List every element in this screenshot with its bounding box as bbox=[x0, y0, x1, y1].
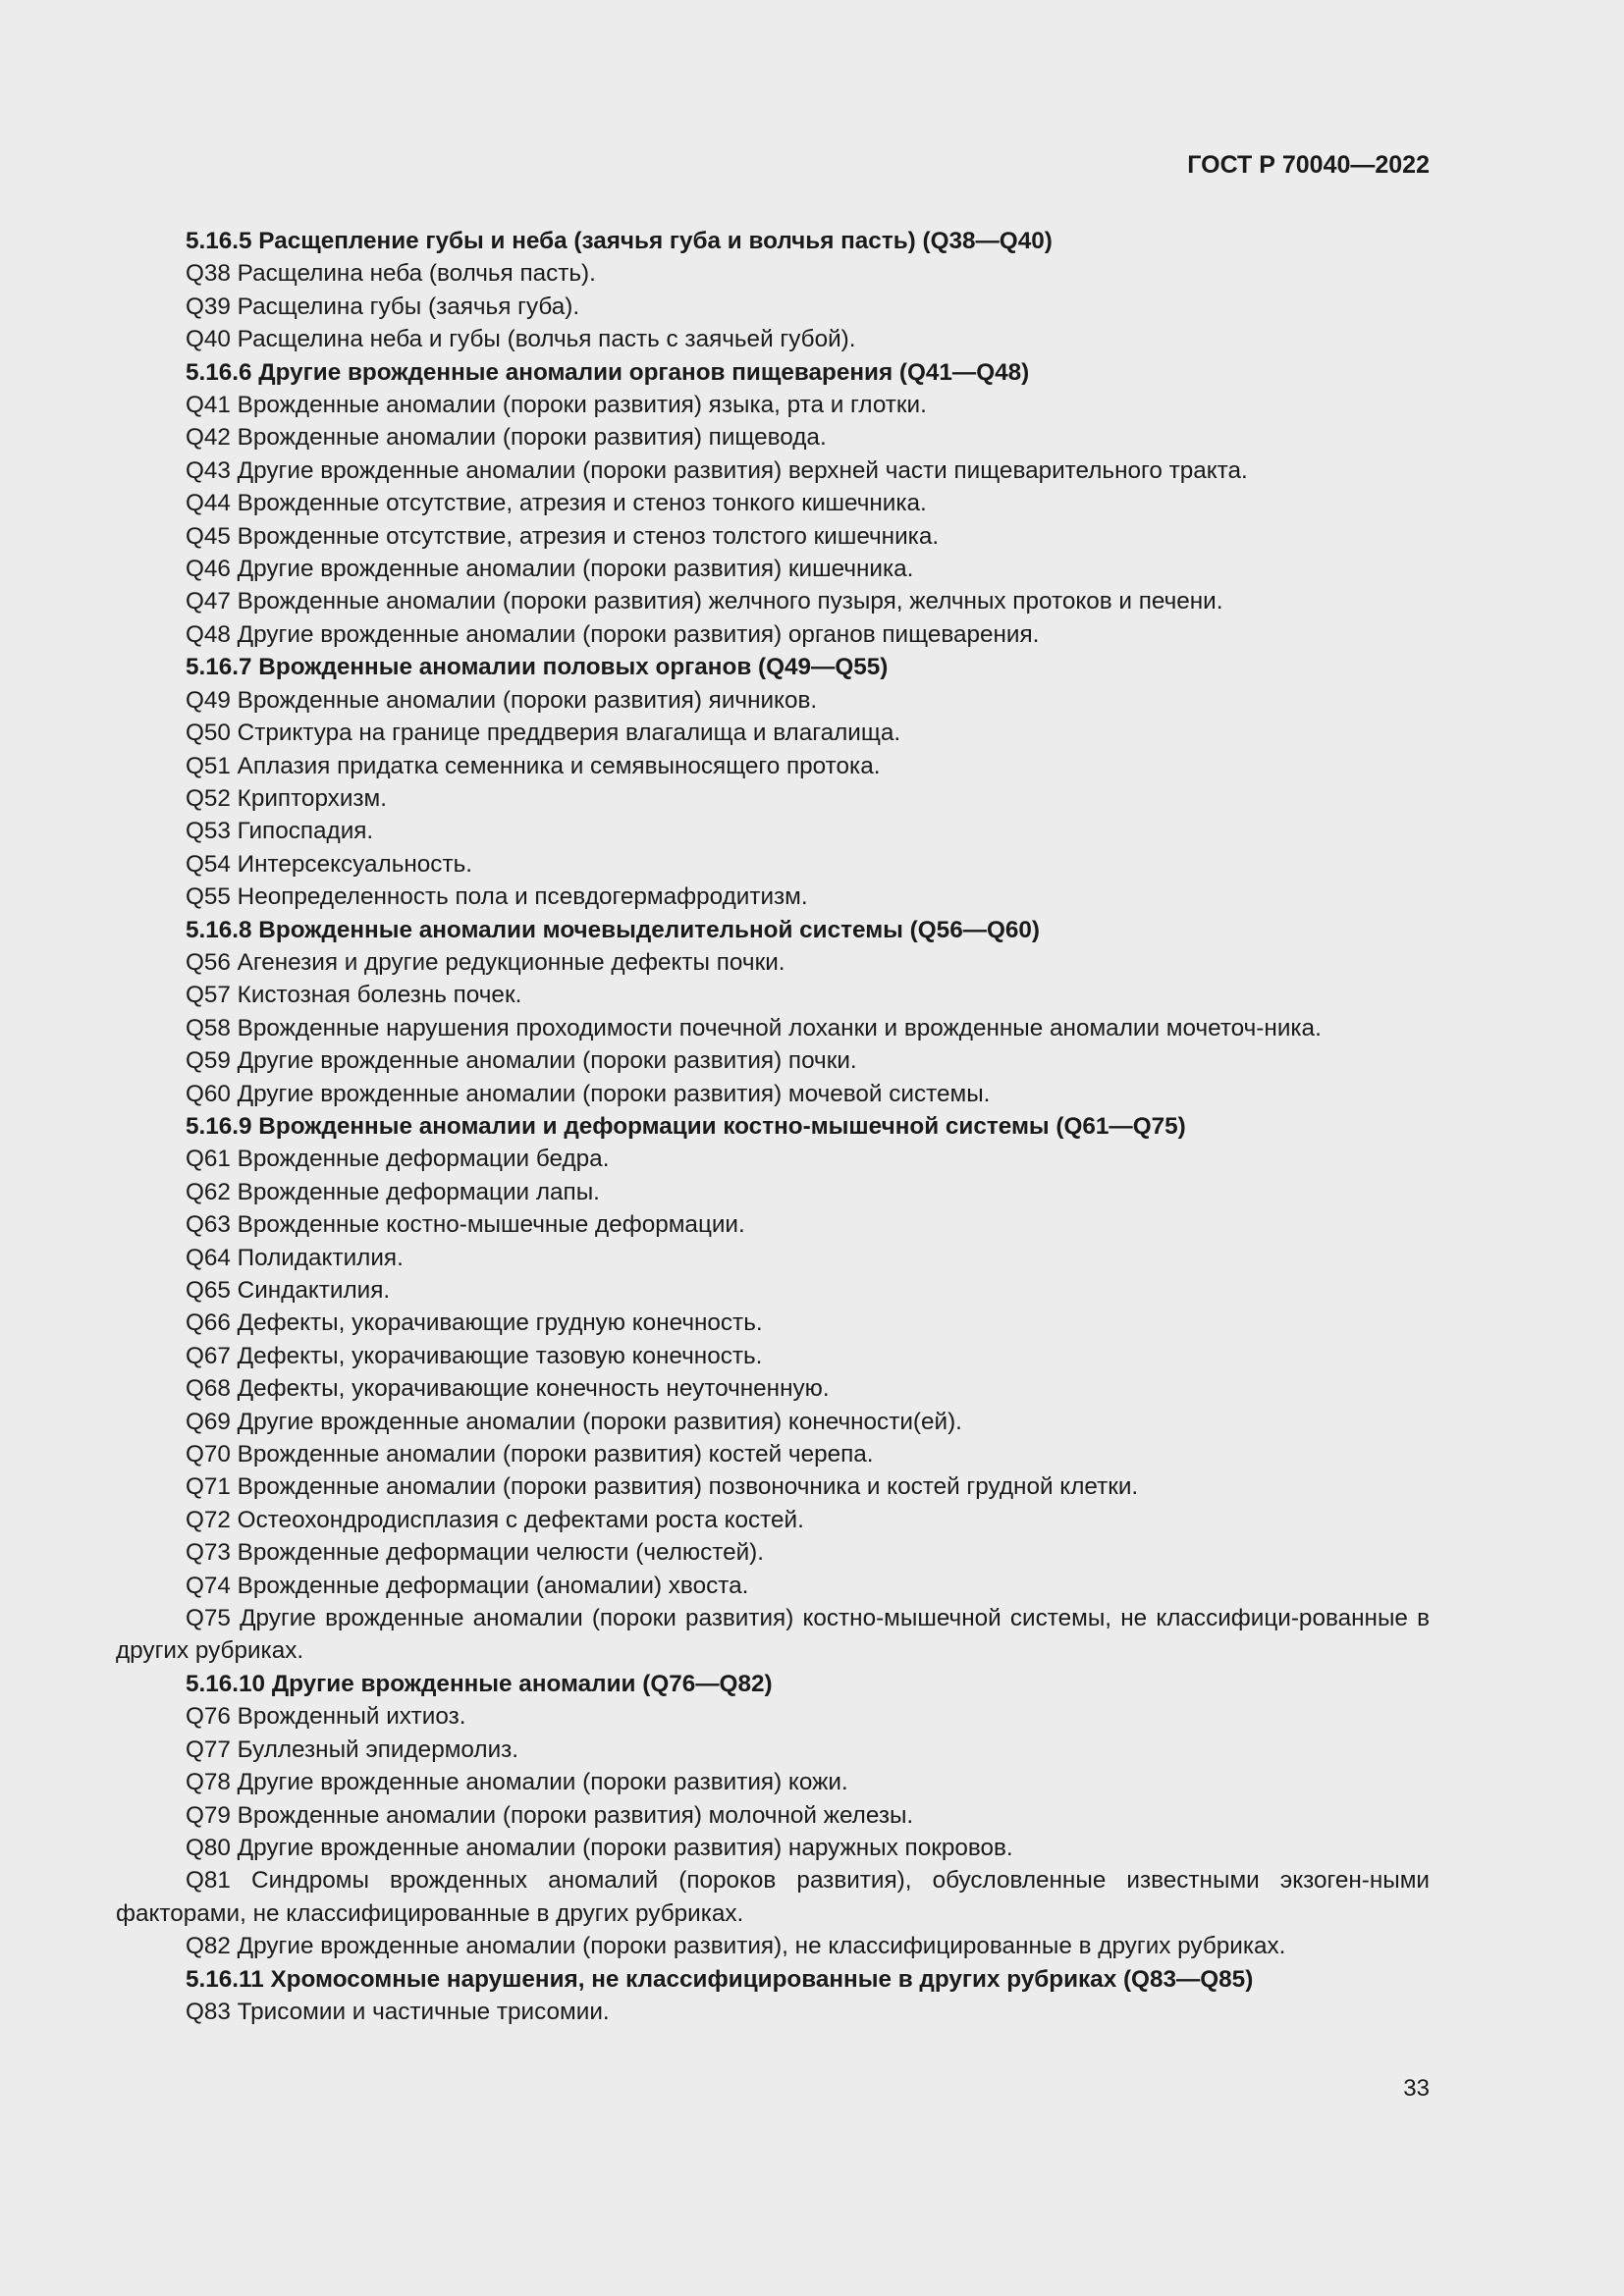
classification-item: Q78 Другие врожденные аномалии (пороки развития) кожи. bbox=[186, 1769, 848, 1796]
classification-item: Q52 Крипторхизм. bbox=[186, 784, 387, 812]
classification-item: Q76 Врожденный ихтиоз. bbox=[186, 1703, 466, 1731]
classification-item: Q63 Врожденные костно-мышечные деформации. bbox=[186, 1211, 745, 1239]
classification-item: Q38 Расщелина неба (волчья пасть). bbox=[186, 260, 596, 288]
classification-item: Q44 Врожденные отсутствие, атрезия и стеноз тонкого кишечника. bbox=[186, 490, 927, 517]
classification-item: Q41 Врожденные аномалии (пороки развития) языка, рта и глотки. bbox=[186, 392, 927, 419]
classification-item: Q69 Другие врожденные аномалии (пороки развития) конечности(ей). bbox=[186, 1408, 962, 1435]
classification-item: Q61 Врожденные деформации бедра. bbox=[186, 1146, 610, 1173]
classification-item: Q50 Стриктура на границе преддверия влагалища и влагалища. bbox=[186, 720, 901, 747]
document-code-header: ГОСТ Р 70040—2022 bbox=[1187, 151, 1430, 179]
classification-item: Q67 Дефекты, укорачивающие тазовую конечность. bbox=[186, 1342, 763, 1369]
classification-item: Q57 Кистозная болезнь почек. bbox=[186, 982, 522, 1009]
classification-item: Q75 Другие врожденные аномалии (пороки развития) костно-мышечной системы, не классифици-рованные в других рубриках. bbox=[116, 1605, 1430, 1665]
classification-item: Q83 Трисомии и частичные трисомии. bbox=[186, 1998, 610, 2025]
classification-item: Q64 Полидактилия. bbox=[186, 1244, 404, 1271]
classification-item: Q81 Синдромы врожденных аномалий (пороков развития), обусловленные известными экзоген-ными факторами, не классифицированные в других рубриках. bbox=[116, 1867, 1430, 1927]
page-number: 33 bbox=[1403, 2075, 1430, 2102]
classification-item: Q53 Гипоспадия. bbox=[186, 818, 374, 845]
classification-item: Q46 Другие врожденные аномалии (пороки развития) кишечника. bbox=[186, 556, 914, 583]
classification-item: Q66 Дефекты, укорачивающие грудную конечность. bbox=[186, 1309, 763, 1337]
classification-item: Q68 Дефекты, укорачивающие конечность неуточненную. bbox=[186, 1375, 830, 1403]
classification-item: Q56 Агенезия и другие редукционные дефекты почки. bbox=[186, 948, 785, 976]
classification-item: Q71 Врожденные аномалии (пороки развития) позвоночника и костей грудной клетки. bbox=[186, 1473, 1139, 1501]
classification-item: Q80 Другие врожденные аномалии (пороки развития) наружных покровов. bbox=[186, 1834, 1013, 1861]
classification-item: Q59 Другие врожденные аномалии (пороки развития) почки. bbox=[186, 1047, 857, 1075]
classification-item: Q49 Врожденные аномалии (пороки развития) яичников. bbox=[186, 686, 818, 714]
classification-item: Q62 Врожденные деформации лапы. bbox=[186, 1178, 600, 1205]
section-heading: 5.16.7 Врожденные аномалии половых органов (Q49—Q55) bbox=[186, 654, 889, 681]
classification-item: Q40 Расщелина неба и губы (волчья пасть с заячьей губой). bbox=[186, 326, 856, 353]
classification-item: Q77 Буллезный эпидермолиз. bbox=[186, 1735, 519, 1763]
classification-item: Q54 Интерсексуальность. bbox=[186, 850, 472, 878]
document-body bbox=[116, 225, 1430, 2028]
classification-item: Q55 Неопределенность пола и псевдогермафродитизм. bbox=[186, 883, 808, 911]
classification-item: Q82 Другие врожденные аномалии (пороки развития), не классифицированные в других рубриках. bbox=[186, 1933, 1286, 1960]
section-heading: 5.16.11 Хромосомные нарушения, не классифицированные в других рубриках (Q83—Q85) bbox=[186, 1965, 1254, 1993]
section-heading: 5.16.9 Врожденные аномалии и деформации костно-мышечной системы (Q61—Q75) bbox=[186, 1112, 1186, 1140]
classification-item: Q70 Врожденные аномалии (пороки развития) костей черепа. bbox=[186, 1441, 874, 1468]
classification-item: Q72 Остеохондродисплазия с дефектами роста костей. bbox=[186, 1506, 804, 1533]
section-heading: 5.16.10 Другие врожденные аномалии (Q76—Q82) bbox=[186, 1670, 773, 1697]
classification-item: Q42 Врожденные аномалии (пороки развития) пищевода. bbox=[186, 424, 827, 452]
classification-item: Q47 Врожденные аномалии (пороки развития) желчного пузыря, желчных протоков и печени. bbox=[186, 588, 1223, 615]
classification-item: Q74 Врожденные деформации (аномалии) хвоста. bbox=[186, 1572, 749, 1599]
classification-item: Q43 Другие врожденные аномалии (пороки развития) верхней части пищеварительного тракта. bbox=[186, 456, 1248, 484]
classification-item: Q73 Врожденные деформации челюсти (челюстей). bbox=[186, 1539, 765, 1567]
classification-item: Q58 Врожденные нарушения проходимости почечной лоханки и врожденные аномалии мочеточ-ника. bbox=[186, 1014, 1322, 1041]
classification-item: Q79 Врожденные аномалии (пороки развития) молочной железы. bbox=[186, 1801, 914, 1829]
section-heading: 5.16.5 Расщепление губы и неба (заячья губа и волчья пасть) (Q38—Q40) bbox=[186, 228, 1053, 254]
classification-item: Q45 Врожденные отсутствие, атрезия и стеноз толстого кишечника. bbox=[186, 522, 940, 550]
section-heading: 5.16.8 Врожденные аномалии мочевыделительной системы (Q56—Q60) bbox=[186, 916, 1041, 943]
classification-item: Q48 Другие врожденные аномалии (пороки развития) органов пищеварения. bbox=[186, 620, 1040, 648]
classification-item: Q60 Другие врожденные аномалии (пороки развития) мочевой системы. bbox=[186, 1080, 991, 1107]
section-heading: 5.16.6 Другие врожденные аномалии органов пищеварения (Q41—Q48) bbox=[186, 358, 1030, 386]
classification-item: Q65 Синдактилия. bbox=[186, 1277, 391, 1304]
classification-item: Q51 Аплазия придатка семенника и семявыносящего протока. bbox=[186, 752, 881, 779]
classification-item: Q39 Расщелина губы (заячья губа). bbox=[186, 293, 580, 320]
